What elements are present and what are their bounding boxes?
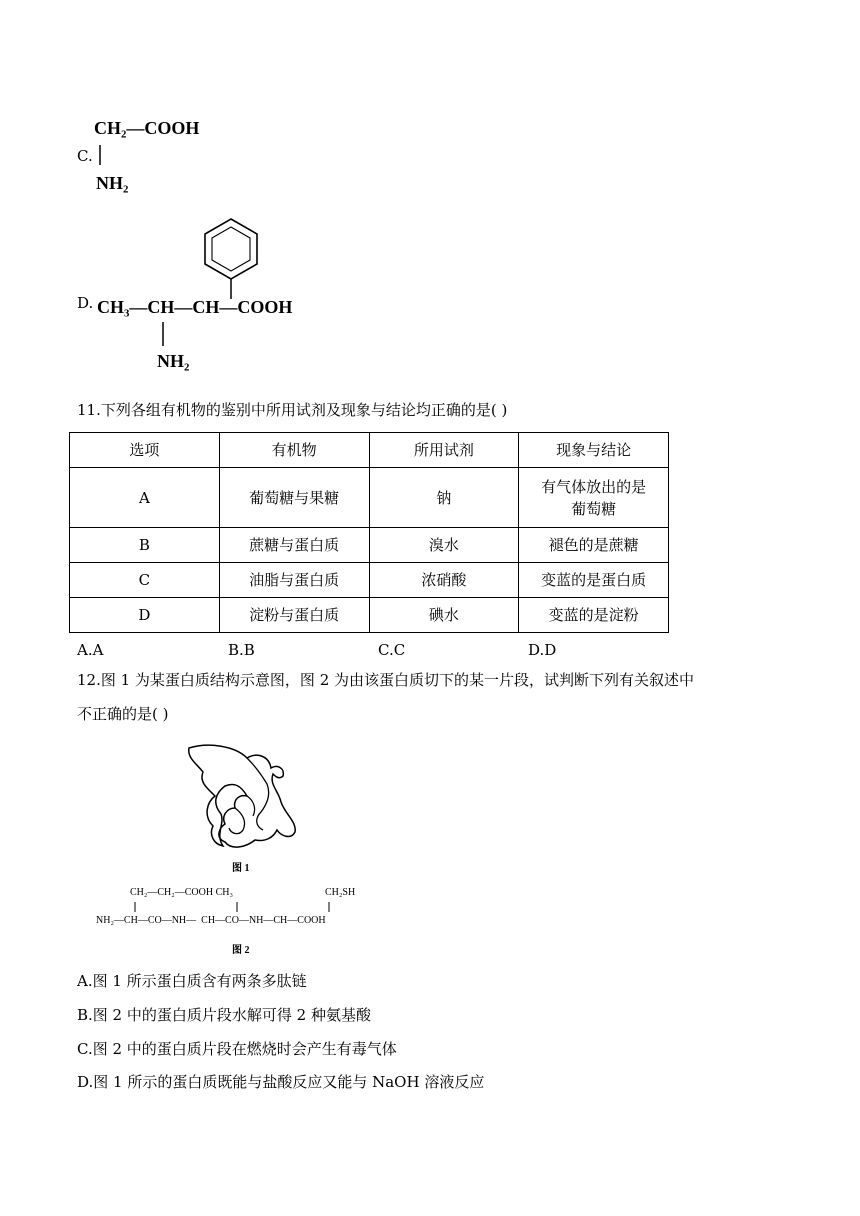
table-header-cell: 所用试剂	[369, 433, 519, 468]
q10-option-c-formula-top: CH₂—COOH	[94, 118, 200, 138]
table-cell: 碘水	[369, 598, 519, 633]
table-cell: 葡萄糖与果糖	[219, 468, 369, 528]
q12-figure1-caption: 图 1	[232, 863, 250, 874]
q11-option-c[interactable]: C.C	[378, 641, 406, 659]
table-cell: A	[70, 468, 220, 528]
table-cell-line: 有气体放出的是	[541, 477, 647, 496]
q12-option-a[interactable]: A.图 1 所示蛋白质含有两条多肽链	[77, 972, 307, 990]
table-cell: 油脂与蛋白质	[219, 563, 369, 598]
q11-stem: 11.下列各组有机物的鉴别中所用试剂及现象与结论均正确的是( )	[77, 401, 508, 419]
q11-option-b[interactable]: B.B	[228, 641, 255, 659]
q11-table	[69, 432, 669, 633]
q12-figure2-top-groups: CH₂—CH₂—COOH CH₃	[130, 887, 233, 898]
table-cell	[519, 468, 669, 528]
q12-stem-line1: 12.图 1 为某蛋白质结构示意图，图 2 为由该蛋白质切下的某一片段，试判断下列有关叙述中	[77, 671, 695, 689]
table-row	[70, 598, 669, 633]
table-row	[70, 563, 669, 598]
q10-option-d-label: D.	[77, 294, 94, 312]
q12-stem-line2: 不正确的是( )	[77, 705, 169, 723]
q12-figure2-caption: 图 2	[232, 945, 250, 956]
table-cell-line: 葡萄糖	[571, 499, 617, 518]
table-cell: 钠	[369, 468, 519, 528]
table-row	[70, 528, 669, 563]
table-cell: D	[70, 598, 220, 633]
q12-figure2-main-chain: NH₂—CH—CO—NH— CH—CO—NH—CH—COOH	[96, 915, 326, 926]
q12-option-d[interactable]: D.图 1 所示的蛋白质既能与盐酸反应又能与 NaOH 溶液反应	[77, 1073, 485, 1091]
table-cell: 浓硝酸	[369, 563, 519, 598]
q12-figure2-top-right-group: CH₂SH	[325, 887, 356, 898]
table-cell: 溴水	[369, 528, 519, 563]
q10-option-d-formula-bottom: NH₂	[157, 351, 190, 371]
table-header-cell: 现象与结论	[519, 433, 669, 468]
table-cell: B	[70, 528, 220, 563]
table-cell: 褪色的是蔗糖	[519, 528, 669, 563]
table-header-cell: 选项	[70, 433, 220, 468]
table-cell: C	[70, 563, 220, 598]
q10-option-d-formula-main: CH₃—CH—CH—COOH	[97, 297, 293, 317]
table-cell: 淀粉与蛋白质	[219, 598, 369, 633]
q10-option-c-label: C.	[77, 147, 93, 165]
table-cell: 蔗糖与蛋白质	[219, 528, 369, 563]
q12-figure2-bonds	[130, 900, 340, 914]
q11-option-d[interactable]: D.D	[528, 641, 557, 659]
q12-option-b[interactable]: B.图 2 中的蛋白质片段水解可得 2 种氨基酸	[77, 1006, 371, 1024]
q11-option-a[interactable]: A.A	[77, 641, 104, 659]
q10-option-d-bond	[161, 322, 165, 348]
table-cell: 变蓝的是蛋白质	[519, 563, 669, 598]
table-header-cell: 有机物	[219, 433, 369, 468]
q12-figure1-protein-diagram	[185, 742, 300, 854]
table-row	[70, 468, 669, 528]
q10-option-d-benzene-ring	[195, 213, 267, 303]
table-cell: 变蓝的是淀粉	[519, 598, 669, 633]
q10-option-c-formula-bottom: NH₂	[96, 173, 129, 193]
table-header-row	[70, 433, 669, 468]
q12-option-c[interactable]: C.图 2 中的蛋白质片段在燃烧时会产生有毒气体	[77, 1040, 397, 1058]
q10-option-c-bond	[98, 145, 102, 167]
